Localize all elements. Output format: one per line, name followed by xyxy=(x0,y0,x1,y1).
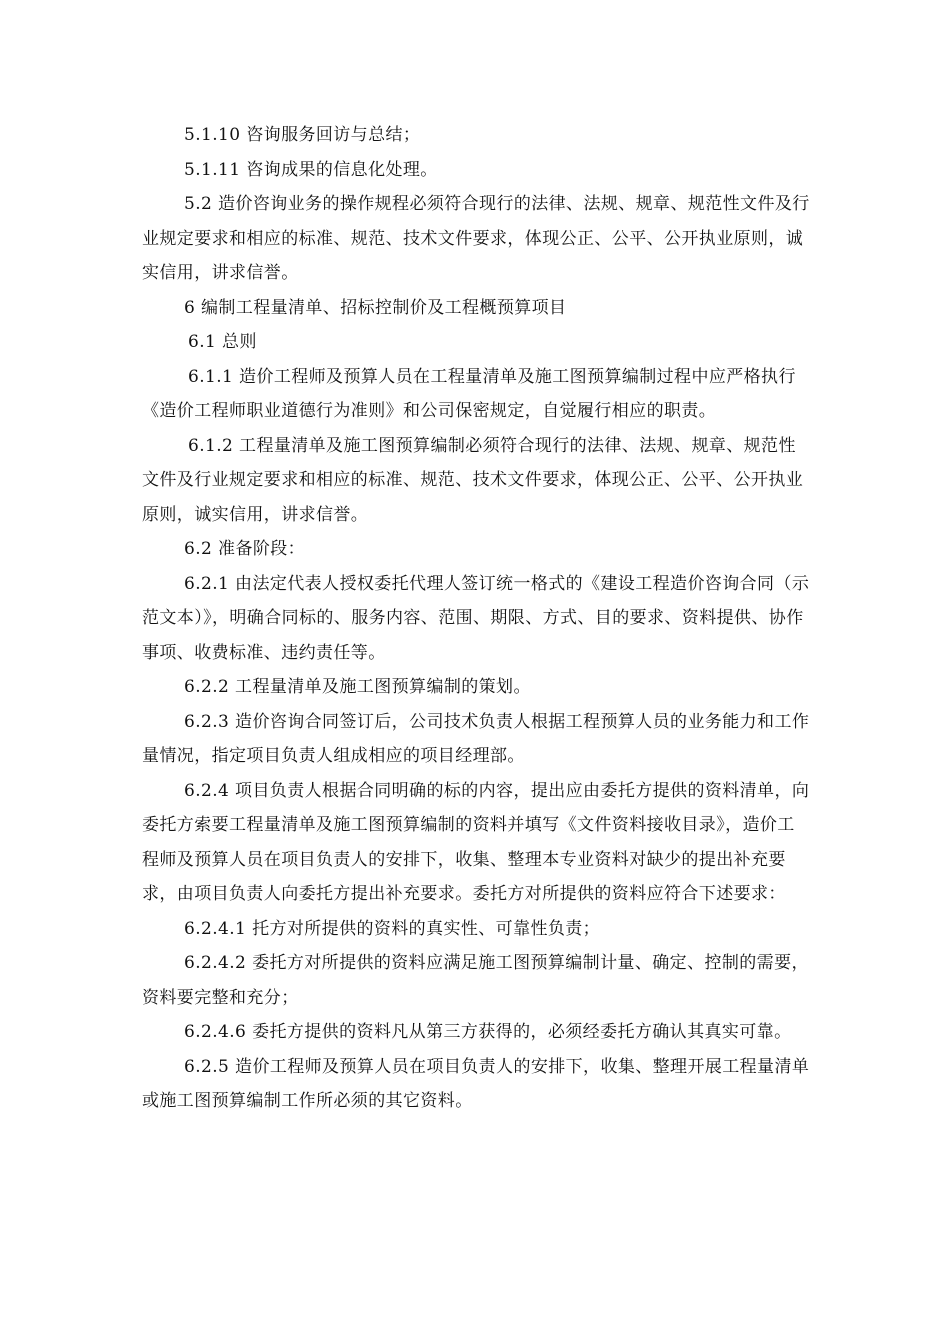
paragraph-6-2-4-6: 6.2.4.6 委托方提供的资料凡从第三方获得的，必须经委托方确认其真实可靠。 xyxy=(184,1022,792,1042)
paragraph-6-2-2: 6.2.2 工程量清单及施工图预算编制的策划。 xyxy=(184,677,531,697)
paragraph-5-1-10: 5.1.10 咨询服务回访与总结； xyxy=(184,125,421,145)
paragraph-6-2-5: 6.2.5 造价工程师及预算人员在项目负责人的安排下，收集、整理开展工程量清单或施工图预算编制工作所必须的其它资料。 xyxy=(142,1056,810,1111)
section-heading-6-1: 6.1 总则 xyxy=(188,332,257,352)
paragraph-6-2-4: 6.2.4 项目负责人根据合同明确的标的内容，提出应由委托方提供的资料清单，向委托方索要工程量清单及施工图预算编制的资料并填写《文件资料接收目录》，造价工程师及预算人员在项目负责人的安排下，收集、整理本专业资料对缺少的提出补充要求，由项目负责人向委托方提出补充要求。委托方对所提供的资料应符合下述要求： xyxy=(142,780,810,904)
paragraph-6-1-1: 6.1.1 造价工程师及预算人员在工程量清单及施工图预算编制过程中应严格执行《造价工程师职业道德行为准则》和公司保密规定，自觉履行相应的职责。 xyxy=(142,366,796,421)
paragraph-6-2-3: 6.2.3 造价咨询合同签订后，公司技术负责人根据工程预算人员的业务能力和工作量情况，指定项目负责人组成相应的项目经理部。 xyxy=(142,711,810,766)
section-heading-6-2: 6.2 准备阶段： xyxy=(184,539,306,559)
section-heading-6: 6 编制工程量清单、招标控制价及工程概预算项目 xyxy=(184,297,567,318)
paragraph-5-2: 5.2 造价咨询业务的操作规程必须符合现行的法律、法规、规章、规范性文件及行业规定要求和相应的标准、规范、技术文件要求，体现公正、公平、公开执业原则，诚实信用，讲求信誉。 xyxy=(142,194,810,283)
paragraph-6-1-2: 6.1.2 工程量清单及施工图预算编制必须符合现行的法律、法规、规章、规范性文件及行业规定要求和相应的标准、规范、技术文件要求，体现公正、公平、公开执业原则，诚实信用，讲求信誉。 xyxy=(142,435,804,525)
paragraph-5-1-11: 5.1.11 咨询成果的信息化处理。 xyxy=(184,159,438,180)
paragraph-6-2-4-2: 6.2.4.2 委托方对所提供的资料应满足施工图预算编制计量、确定、控制的需要，资料要完整和充分； xyxy=(142,953,809,1008)
paragraph-6-2-1: 6.2.1 由法定代表人授权委托代理人签订统一格式的《建设工程造价咨询合同（示范文本）》，明确合同标的、服务内容、范围、期限、方式、目的要求、资料提供、协作事项、收费标准、违约责任等。 xyxy=(142,573,810,663)
paragraph-6-2-4-1: 6.2.4.1 托方对所提供的资料的真实性、可靠性负责； xyxy=(184,918,601,939)
